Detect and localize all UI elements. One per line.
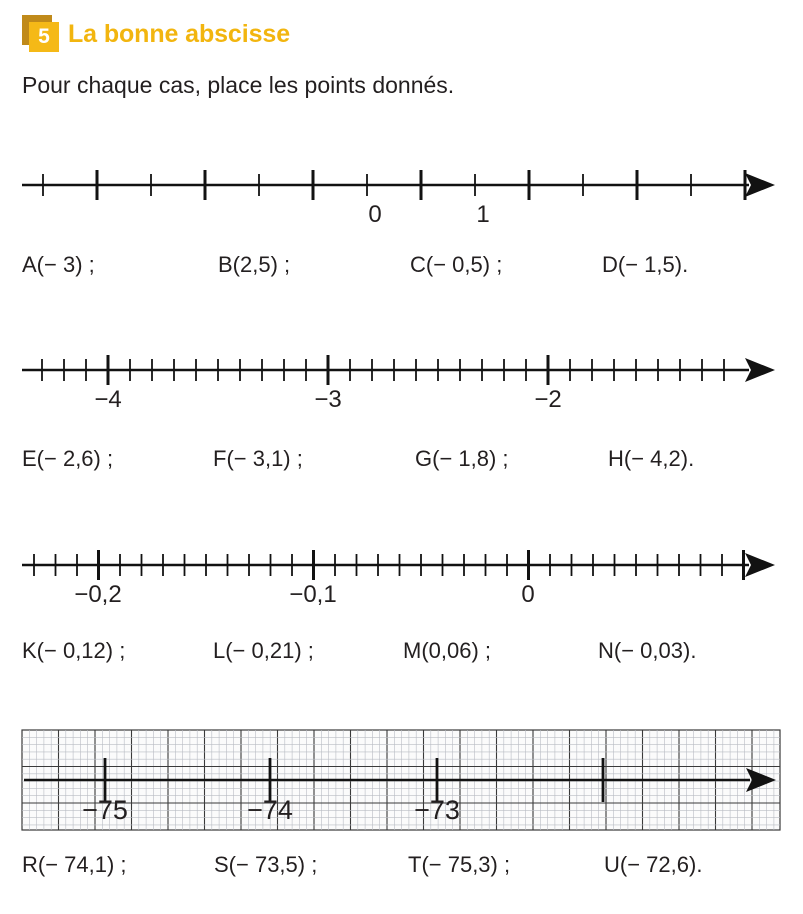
point-label: C(− 0,5) ; xyxy=(410,252,503,277)
number-line-3-svg xyxy=(0,540,803,615)
axis-arrow-icon xyxy=(745,358,775,382)
point-label: U(− 72,6). xyxy=(604,852,703,877)
point-label: R(− 74,1) ; xyxy=(22,852,127,877)
number-line-1 xyxy=(0,150,803,255)
number-line-3 xyxy=(0,540,803,615)
exercise-header xyxy=(22,14,290,54)
number-line-2 xyxy=(0,345,803,420)
exercise-number-badge xyxy=(22,15,66,53)
point-label: E(− 2,6) ; xyxy=(22,446,114,471)
point-label: G(− 1,8) ; xyxy=(415,446,509,471)
point-label: A(− 3) ; xyxy=(22,252,95,277)
point-label: N(− 0,03). xyxy=(598,638,697,663)
point-label: L(− 0,21) ; xyxy=(213,638,314,663)
axis-tick-label: −0,1 xyxy=(289,581,337,608)
point-label: H(− 4,2). xyxy=(608,446,695,471)
page-title: La bonne abscisse xyxy=(68,19,290,48)
axis-tick-label: 0 xyxy=(521,581,535,608)
number-line-4 xyxy=(0,725,803,840)
axis-tick-label: −73 xyxy=(414,795,460,825)
axis-tick-label: 0 xyxy=(368,201,382,228)
axis-tick-label: −75 xyxy=(82,795,128,825)
badge-number: 5 xyxy=(29,22,59,52)
points-row-2 xyxy=(22,446,694,472)
axis-tick-label: −74 xyxy=(247,795,293,825)
axis-tick-label: −2 xyxy=(534,386,562,413)
axis-tick-label: −4 xyxy=(94,386,122,413)
number-line-4-svg xyxy=(0,725,803,840)
points-row-1 xyxy=(22,252,688,278)
number-line-1-svg xyxy=(0,150,803,255)
point-label: F(− 3,1) ; xyxy=(213,446,303,471)
point-label: S(− 73,5) ; xyxy=(214,852,318,877)
points-row-3 xyxy=(22,638,696,664)
points-row-4 xyxy=(22,852,702,878)
axis-tick-label: 1 xyxy=(476,201,490,228)
axis-arrow-icon xyxy=(745,173,775,197)
point-label: M(0,06) ; xyxy=(403,638,492,663)
point-label: B(2,5) ; xyxy=(218,252,291,277)
axis-tick-label: −3 xyxy=(314,386,342,413)
axis-tick-label: −0,2 xyxy=(74,581,122,608)
instruction-text: Pour chaque cas, place les points donnés. xyxy=(22,72,455,98)
point-label: K(− 0,12) ; xyxy=(22,638,126,663)
axis-arrow-icon xyxy=(745,553,775,577)
number-line-2-svg xyxy=(0,345,803,420)
point-label: T(− 75,3) ; xyxy=(408,852,511,877)
point-label: D(− 1,5). xyxy=(602,252,689,277)
